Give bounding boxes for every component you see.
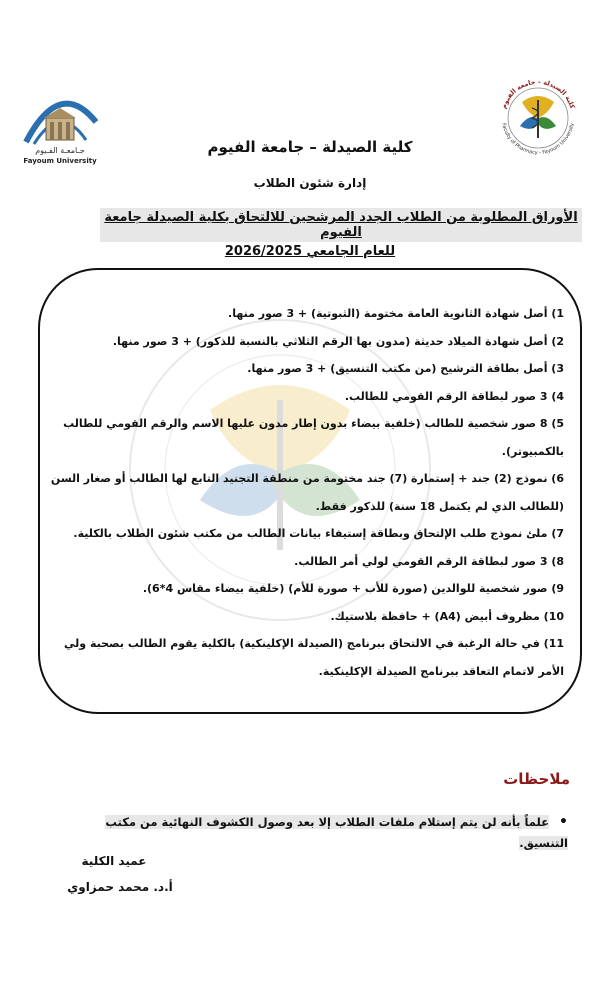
note-item [100,812,568,854]
list-item: 6) نموذج (2) جند + إستمارة (7) جند مختومة من منطقة التجنيد التابع لها الطالب أو صغار السن (للطالب الذي لم يكتمل 18 سنة) للذكور فقط. [50,472,564,513]
left-logo-caption-ar: جـامعـة الفـيوم [35,146,85,155]
list-item: 11) في حالة الرغبة في الالتحاق ببرنامج (الصيدلة الإكلينكية) بالكلية يقوم الطالب بصحبة ولي الأمر لاتمام التعاقد ببرنامج الصيدلة الإكلينكية. [64,637,564,678]
academic-year: للعام الجامعي 2026/2025 [224,244,396,259]
right-logo-caption-ar: كلية الصيدلة - جامعة الفيوم [499,77,577,110]
right-logo-caption-en: Faculty of Pharmacy - Fayoum University [500,122,576,157]
list-item: 4) 3 صور لبطاقة الرقم القومي للطالب. [344,389,564,403]
faculty-of-pharmacy-seal [490,72,586,162]
bullet-icon: • [559,814,568,830]
list-item: 3) أصل بطاقة الترشيح (من مكتب التنسيق) + 3 صور منها. [247,362,564,375]
list-item: 5) 8 صور شخصية للطالب (خلفية بيضاء بدون إطار مدون عليها الاسم والرقم القومي للطالب بالكمبيوتر). [63,417,564,458]
list-item: 7) ملئ نموذج طلب الإلتحاق وبطاقة إستيفاء بيانات الطالب من مكتب شئون الطلاب بالكلية. [73,527,564,540]
list-item: 9) صور شخصية للوالدين (صورة للأب + صورة للأم) (خلفية بيضاء مقاس 4*6). [142,582,564,595]
requirements-list [48,300,572,685]
faculty-title: كلية الصيدلة – جامعة الفيوم [207,138,413,156]
notes-title: ملاحظات [503,770,570,788]
list-item: 8) 3 صور لبطاقة الرقم القومي لولي أمر الطالب. [294,554,564,568]
department-name: إدارة شئون الطلاب [253,176,367,190]
note-text: علماً بأنه لن يتم إستلام ملفات الطلاب إلا بعد وصول الكشوف النهائية من مكتب التنسيق. [105,815,568,850]
list-item: 10) مظروف أبيض (A4) + حافظة بلاستيك. [330,609,564,623]
page-heading: الأوراق المطلوبة من الطلاب الجدد المرشحين للالتحاق بكلية الصيدلة جامعة الفيوم [100,208,582,242]
signature-name: أ.د. محمد حمزاوي [67,880,173,894]
list-item: 2) أصل شهادة الميلاد حديثة (مدون بها الرقم الثلاثي بالنسبة للذكور) + 3 صور منها. [112,334,564,348]
left-logo-caption-en: Fayoum University [23,157,97,165]
list-item: 1) أصل شهادة الثانوية العامة مختومة (الثبوتية) + 3 صور منها. [228,307,564,320]
signature-title: عميد الكلية [81,854,147,868]
